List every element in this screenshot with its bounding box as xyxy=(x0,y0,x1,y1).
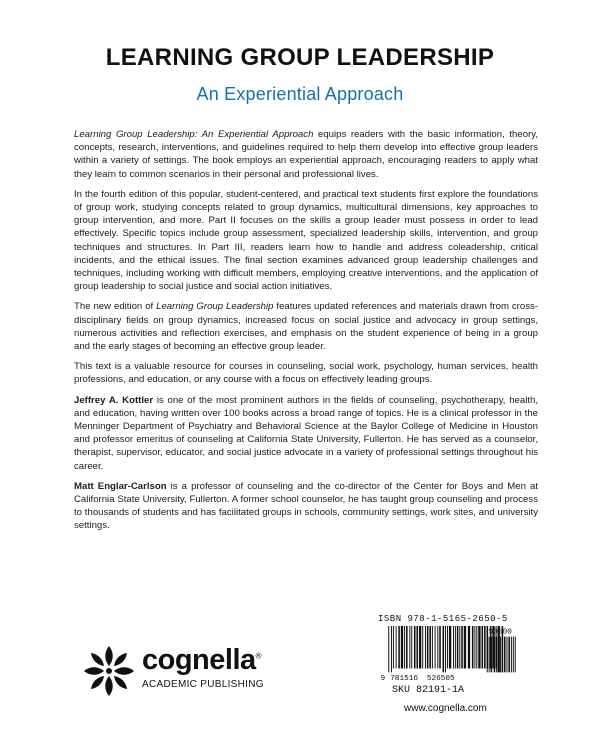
barcode-bar xyxy=(432,626,433,668)
barcode-bar xyxy=(419,626,421,668)
addon-bar xyxy=(508,637,510,673)
addon-bar xyxy=(489,637,490,673)
publisher-url: www.cognella.com xyxy=(404,703,487,714)
addon-bar xyxy=(494,637,496,673)
intro-text: equips readers with the basic information, theory, concepts, research, interventions, and guidelines required to help them develop into effective group leaders within a variety of settings. The book employs an experiential approach, encouraging readers to apply what they learn to common scenarios in their personal and professional lives. xyxy=(74,129,538,180)
paragraph-new-edition xyxy=(74,300,538,353)
barcode-bar xyxy=(427,626,429,668)
barcode-bar xyxy=(393,626,394,668)
addon-bar xyxy=(491,637,493,673)
barcode-bar xyxy=(455,626,456,668)
barcode-bar xyxy=(459,626,460,668)
paragraph-audience: This text is a valuable resource for courses in counseling, social work, psychology, human services, health professions, and education, or any course with a focus on effectively leading groups. xyxy=(74,361,538,386)
barcode-bar xyxy=(443,626,445,672)
addon-bar xyxy=(506,637,507,673)
barcode-bar xyxy=(398,626,400,668)
addon-bar xyxy=(511,637,512,673)
addon-bar xyxy=(513,637,514,673)
barcode-digits-right: 526505 xyxy=(426,675,455,682)
barcode-bar xyxy=(484,626,486,668)
barcode-bar xyxy=(439,626,441,668)
barcode-bar xyxy=(414,626,416,668)
price-addon-digits: 90000 xyxy=(488,628,512,637)
barcode-bar xyxy=(476,626,477,668)
book-subtitle: An Experiential Approach xyxy=(196,84,404,104)
author-bio-kottler xyxy=(74,394,538,473)
author-bio-text: is one of the most prominent authors in the fields of counseling, psychotherapy, health, and education, having written over 100 books across a broad range of topics. He is a clinical professor in the Menninger Department of Psychiatry and Behavioral Science at the Baylor College of Medicine in Houston and professor emeritus of counseling at California State University, Fullerton. He has served as a counselor, therapist, supervisor, educator, and social justice advocate in a variety of professional settings throughout his career. xyxy=(74,394,538,472)
barcode-bar xyxy=(416,626,418,668)
author-name: Jeffrey A. Kottler xyxy=(74,394,154,406)
cognella-mark-icon xyxy=(80,642,138,700)
barcode-bar xyxy=(396,626,397,668)
new-edition-text: features updated references and materials drawn from cross-disciplinary fields on group dynamics, increased focus on social justice and advocacy in group settings, numerous activities and reflection exercises, and emphasis on the student experience of being in a group and the early stages of becoming an effective group leader. xyxy=(74,301,538,353)
book-title-italic: Learning Group Leadership xyxy=(156,301,274,313)
barcode-bar xyxy=(468,626,470,668)
addon-bar xyxy=(502,637,503,673)
addon-bar xyxy=(500,637,501,673)
barcode-bar xyxy=(422,626,423,668)
addon-bar xyxy=(498,637,499,673)
barcode-bar xyxy=(445,626,446,672)
barcode-bar xyxy=(464,626,466,668)
logo-wordmark xyxy=(142,644,261,677)
barcode-icon xyxy=(378,626,526,682)
logo-name: cognella xyxy=(142,644,256,676)
paragraph-intro xyxy=(74,128,538,181)
barcode-bar xyxy=(472,626,474,668)
isbn-text: ISBN 978-1-5165-2650-5 xyxy=(378,614,508,624)
author-bio-englar-carlson xyxy=(74,480,538,533)
book-title: LEARNING GROUP LEADERSHIP xyxy=(105,44,495,71)
addon-bar xyxy=(496,637,497,673)
description-text xyxy=(74,128,538,540)
barcode-bar xyxy=(425,626,426,668)
barcode-block xyxy=(378,614,526,682)
logo-tagline: ACADEMIC PUBLISHING xyxy=(142,679,264,690)
addon-bar xyxy=(487,637,488,673)
barcode-bar xyxy=(474,626,475,668)
barcode-bar xyxy=(401,626,403,668)
sku-text: SKU 82191-1A xyxy=(392,685,465,696)
barcode-bar xyxy=(404,626,405,668)
barcode-bar xyxy=(449,626,451,668)
author-bio-text: is a professor of counseling and the co-director of the Center for Boys and Men at California State University, Fullerton. A former school counselor, he has taught group counseling and process to thousands of students and has facilitated groups in schools, community settings, work sites, and university settings. xyxy=(74,480,539,532)
addon-bar xyxy=(504,637,506,673)
addon-bar xyxy=(515,637,516,673)
barcode-bar xyxy=(461,626,463,668)
registered-mark: ® xyxy=(255,651,262,661)
barcode-digit-lead: 9 xyxy=(380,675,386,682)
publisher-logo xyxy=(80,640,300,702)
barcode-bar xyxy=(437,626,438,668)
new-edition-lead: The new edition of xyxy=(74,301,157,313)
barcode-bar xyxy=(391,626,392,672)
barcode-bar xyxy=(482,626,484,668)
author-name: Matt Englar-Carlson xyxy=(74,480,167,492)
barcode-bar xyxy=(409,626,410,668)
paragraph-contents: In the fourth edition of this popular, student-centered, and practical text students first explore the foundations of group work, studying concepts related to group dynamics, multicultural dimensions, key approaches to group intervention, and more. Part II focuses on the skills a group leader must possess in order to lead effectively. Specific topics include group assessment, specialized leadership skills, intervention, and group techniques and structures. In Part III, readers learn how to handle and address coleadership, critical incidents, and the ethical issues. The final section examines advanced group leadership challenges and techniques, including working with difficult members, employing creative interventions, and the application of group leadership to social justice and social action initiatives. xyxy=(74,188,538,293)
barcode-digits-left: 781516 xyxy=(390,675,419,682)
barcode-bar xyxy=(478,626,480,668)
barcode-bar xyxy=(447,626,448,668)
barcode-bar xyxy=(388,626,389,672)
barcode-bar xyxy=(406,626,408,668)
barcode-bar xyxy=(411,626,412,668)
book-title-italic: Learning Group Leadership: An Experiential Approach xyxy=(74,129,314,140)
barcode-bar xyxy=(457,626,459,668)
barcode-bar xyxy=(435,626,436,668)
barcode-bar xyxy=(453,626,454,668)
barcode-bar xyxy=(429,626,431,668)
